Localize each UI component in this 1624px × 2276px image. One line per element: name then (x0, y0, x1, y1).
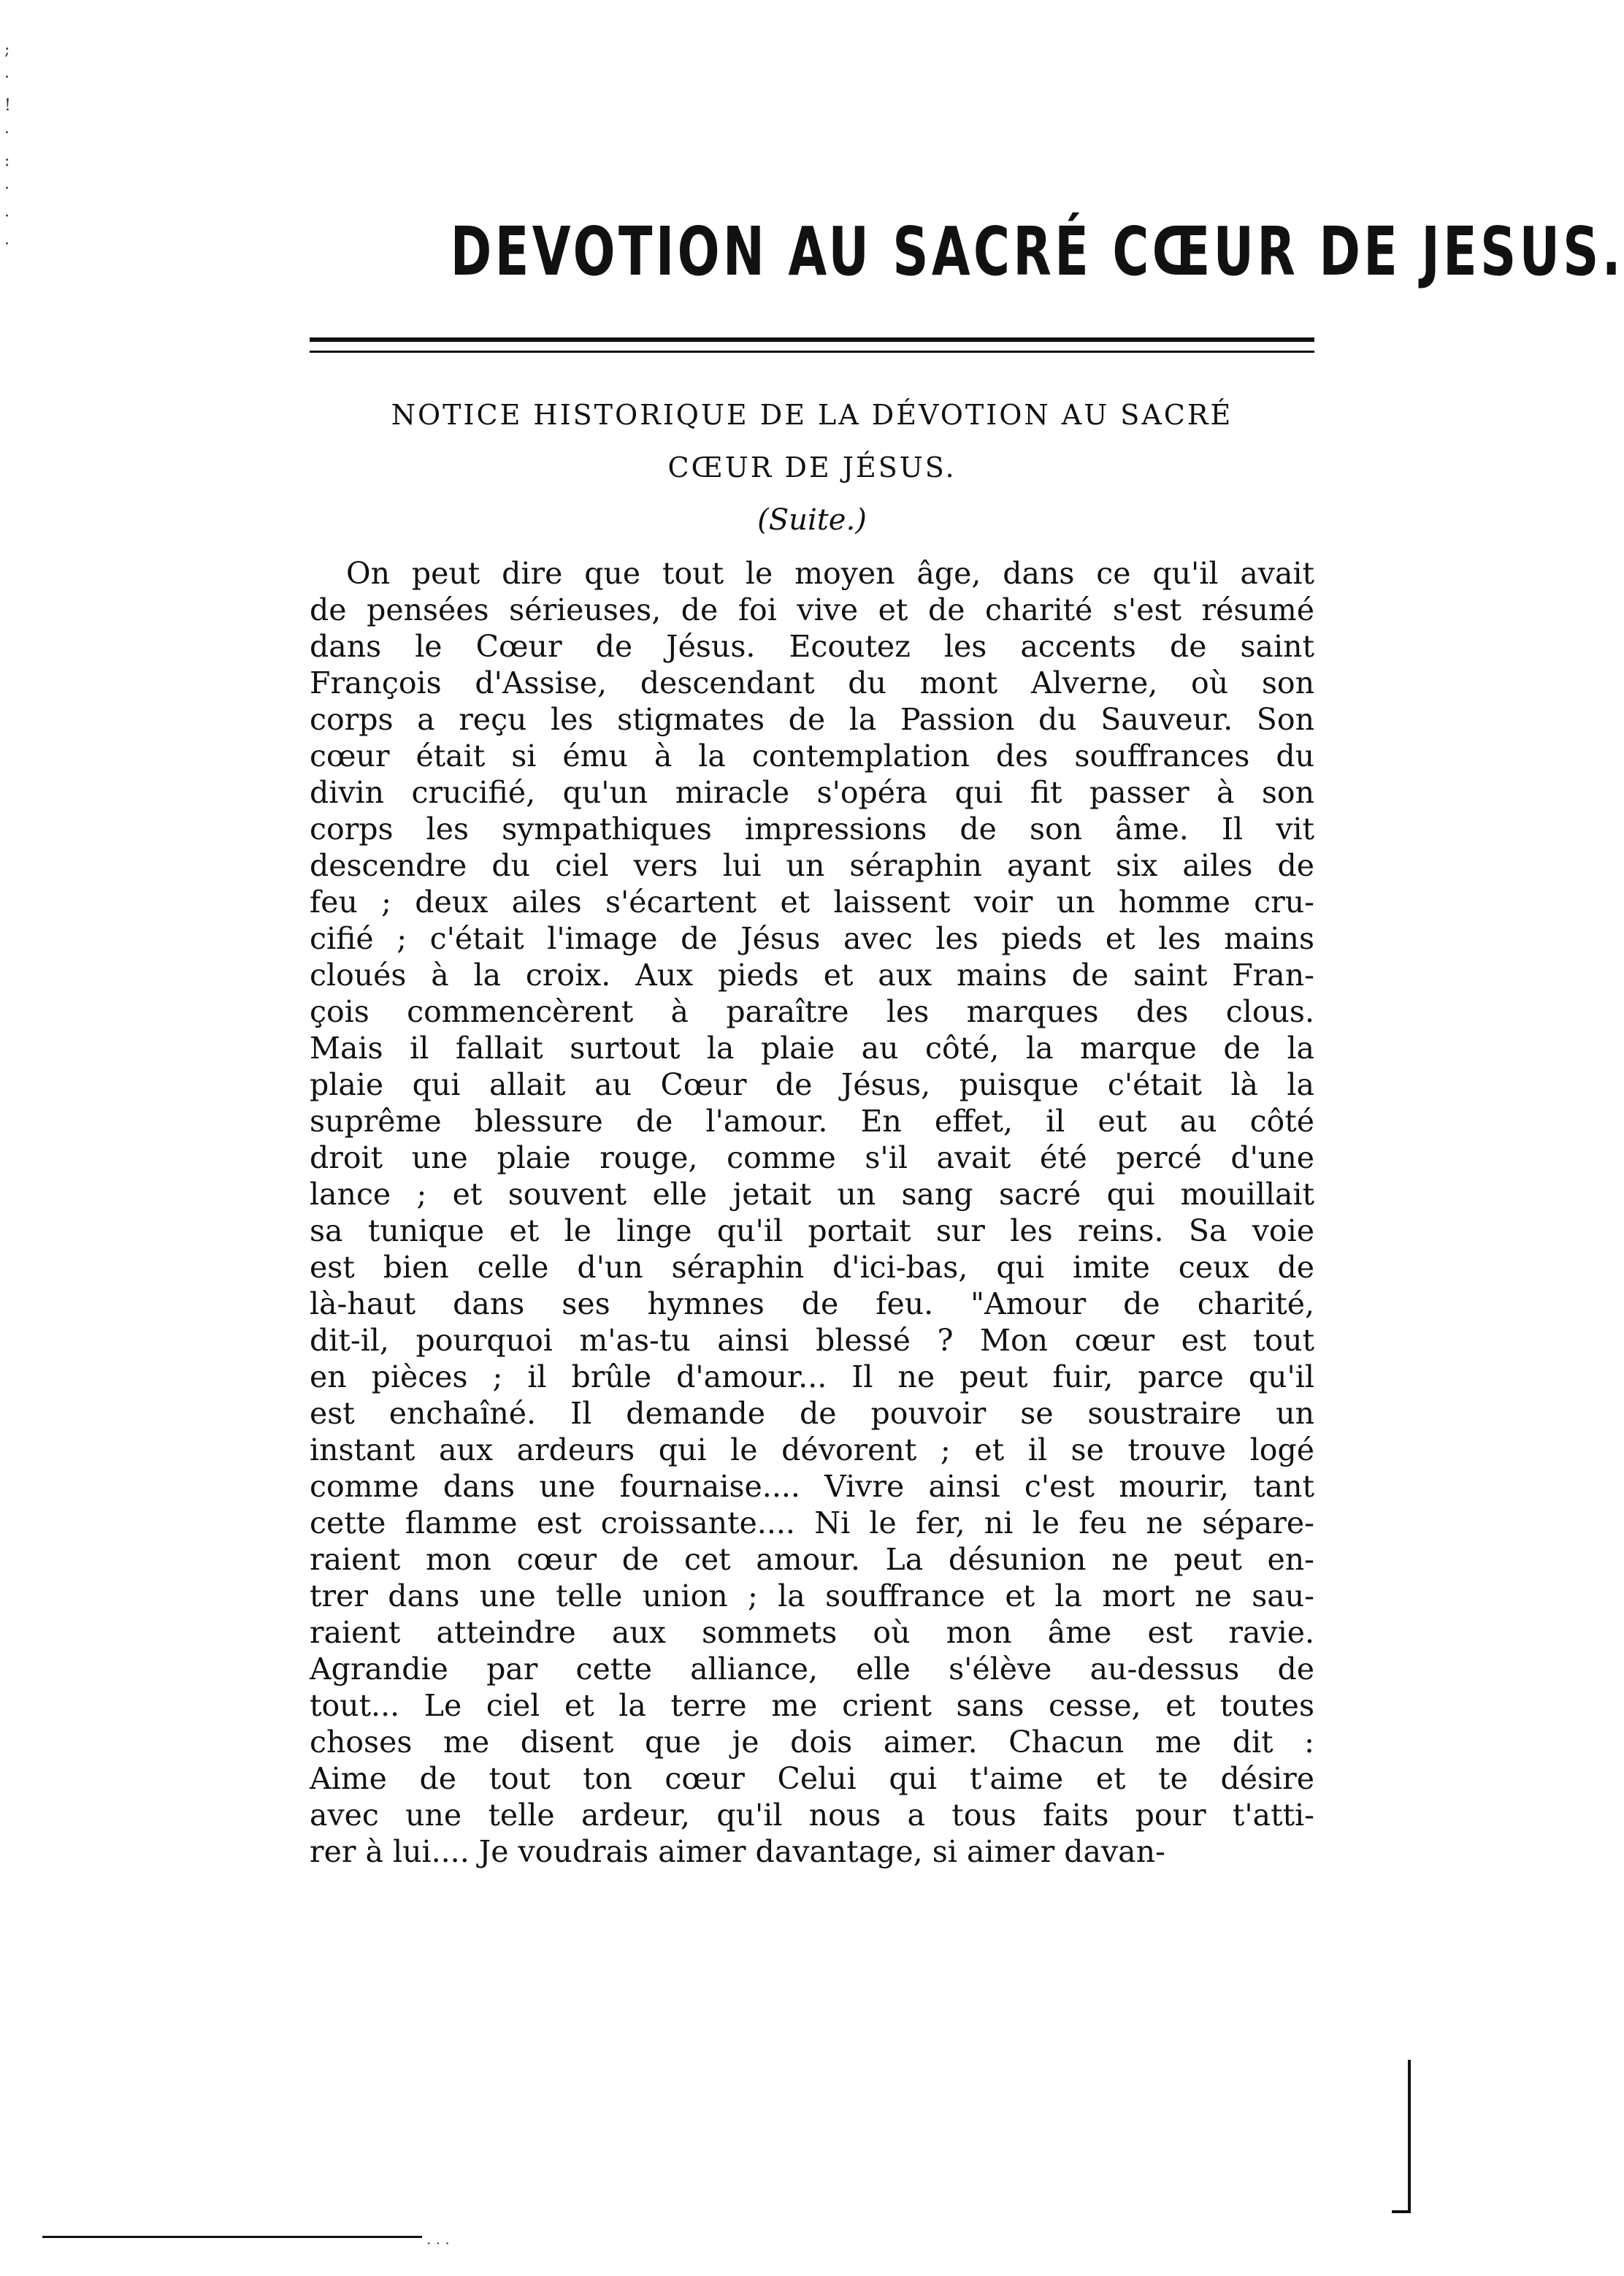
body-line: suprême blessure de l'amour. En effet, il eut au côté (310, 1104, 1314, 1139)
body-line: trer dans une telle union ; la souffrance et la mort ne sau- (310, 1578, 1314, 1614)
body-line: dit-il, pourquoi m'as-tu ainsi blessé ? Mon cœur est tout (310, 1323, 1314, 1358)
body-line: corps a reçu les stigmates de la Passion du Sauveur. Son (310, 702, 1314, 737)
footer-rule (42, 2236, 422, 2238)
body-line: corps les sympathiques impressions de son âme. Il vit (310, 812, 1314, 847)
margin-specks: ; · ! · : · · · (4, 41, 11, 253)
body-line: cifié ; c'était l'image de Jésus avec les pieds et les mains (310, 921, 1314, 956)
margin-bracket (1408, 2060, 1411, 2213)
body-line: est enchaîné. Il demande de pouvoir se soustraire un (310, 1396, 1314, 1431)
body-line: Mais il fallait surtout la plaie au côté, la marque de la (310, 1031, 1314, 1066)
suite-label: (Suite.) (757, 503, 867, 537)
body-line: divin crucifié, qu'un miracle s'opéra qui fit passer à son (310, 775, 1314, 810)
title-rule-thick (310, 337, 1314, 342)
body-line: instant aux ardeurs qui le dévorent ; et il se trouve logé (310, 1432, 1314, 1467)
body-line: comme dans une fournaise.... Vivre ainsi c'est mourir, tant (310, 1469, 1314, 1504)
body-line: On peut dire que tout le moyen âge, dans ce qu'il avait (346, 556, 1314, 591)
body-line: cœur était si ému à la contemplation des souffrances du (310, 738, 1314, 774)
title-rule-thin (310, 351, 1314, 353)
body-line: Aime de tout ton cœur Celui qui t'aime et te désire (310, 1761, 1314, 1796)
body-line: François d'Assise, descendant du mont Alverne, où son (310, 665, 1314, 700)
body-line: raient mon cœur de cet amour. La désunion ne peut en- (310, 1542, 1314, 1577)
body-line: rer à lui.... Je voudrais aimer davantage, si aimer davan- (310, 1834, 1165, 1869)
body-line: tout... Le ciel et la terre me crient sans cesse, et toutes (310, 1688, 1314, 1723)
body-line: dans le Cœur de Jésus. Ecoutez les accents de saint (310, 629, 1314, 664)
body-line: de pensées sérieuses, de foi vive et de charité s'est résumé (310, 592, 1314, 627)
body-text (310, 555, 1314, 1870)
body-line: plaie qui allait au Cœur de Jésus, puisque c'était là la (310, 1067, 1314, 1102)
body-line: droit une plaie rouge, comme s'il avait été percé d'une (310, 1140, 1314, 1175)
body-line: cloués à la croix. Aux pieds et aux mains de saint Fran- (310, 958, 1314, 993)
body-line: raient atteindre aux sommets où mon âme est ravie. (310, 1615, 1314, 1650)
margin-bracket-foot (1392, 2210, 1411, 2213)
body-line: feu ; deux ailes s'écartent et laissent voir un homme cru- (310, 885, 1314, 920)
body-line: avec une telle ardeur, qu'il nous a tous faits pour t'atti- (310, 1798, 1314, 1833)
page-title: DEVOTION AU SACRÉ CŒUR DE JESUS. (450, 213, 1624, 291)
body-line: là-haut dans ses hymnes de feu. "Amour de charité, (310, 1286, 1314, 1321)
notice-heading-line-1: NOTICE HISTORIQUE DE LA DÉVOTION AU SACRÉ (391, 399, 1233, 431)
body-line: cette flamme est croissante.... Ni le fer, ni le feu ne sépare- (310, 1505, 1314, 1540)
body-line: est bien celle d'un séraphin d'ici-bas, qui imite ceux de (310, 1250, 1314, 1285)
footer-specks: · · · (426, 2234, 450, 2252)
body-line: choses me disent que je dois aimer. Chacun me dit : (310, 1725, 1314, 1760)
body-line: sa tunique et le linge qu'il portait sur les reins. Sa voie (310, 1213, 1314, 1248)
notice-heading (310, 389, 1314, 494)
body-line: en pièces ; il brûle d'amour... Il ne peut fuir, parce qu'il (310, 1359, 1314, 1394)
body-line: lance ; et souvent elle jetait un sang sacré qui mouillait (310, 1177, 1314, 1212)
body-line: çois commencèrent à paraître les marques des clous. (310, 994, 1314, 1029)
notice-heading-line-2: CŒUR DE JÉSUS. (667, 451, 957, 484)
body-line: Agrandie par cette alliance, elle s'élève au-dessus de (310, 1651, 1314, 1687)
body-line: descendre du ciel vers lui un séraphin ayant six ailes de (310, 848, 1314, 883)
